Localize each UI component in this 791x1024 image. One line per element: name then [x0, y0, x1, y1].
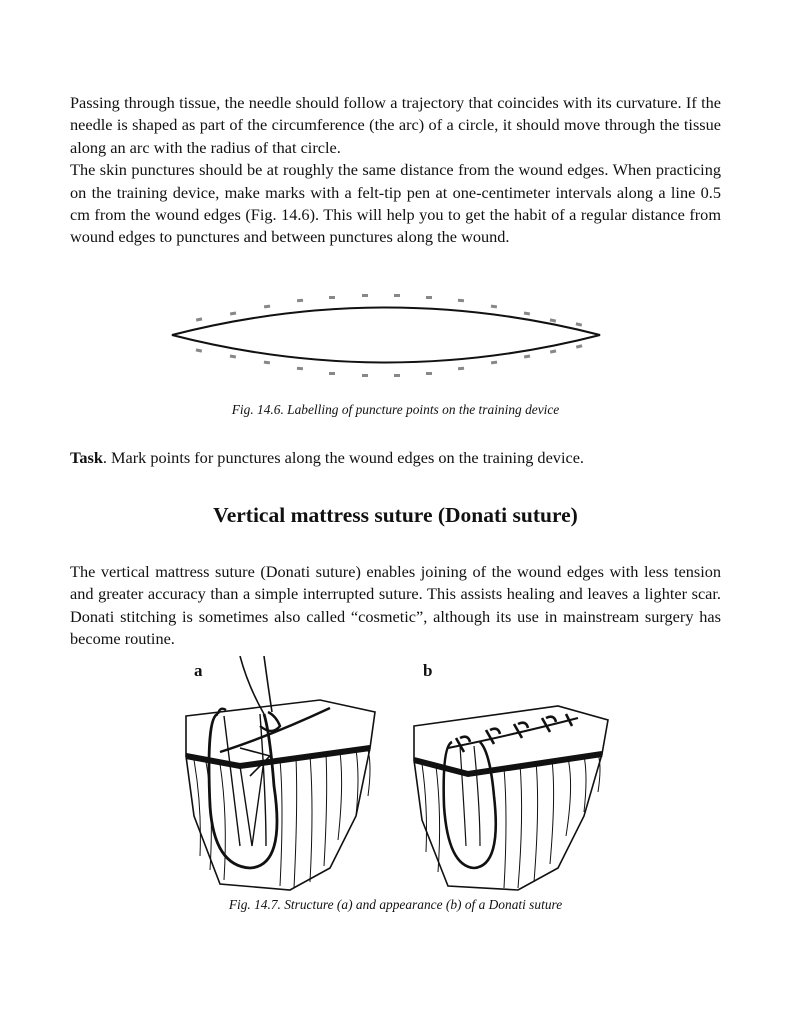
- illustration-structure-a: [186, 656, 375, 890]
- body-text: [70, 92, 721, 249]
- paragraph-donati: The vertical mattress suture (Donati suture) enables joining of the wound edges with less tension and greater accuracy than a simple interrupted suture. This assists healing and leaves a lighter scar. Donati stitching is sometimes also called “cosmetic”, although its use in mainstream surgery has become routine.: [70, 562, 721, 649]
- figure-wound-puncture-marks: [166, 288, 606, 382]
- paragraph-needle-trajectory: Passing through tissue, the needle should follow a trajectory that coincides with its curvature. If the needle is shaped as part of the circumference (the arc) of a circle, it should move through the tissue along an arc with the radius of that circle.: [70, 93, 721, 157]
- wound-outline: [172, 308, 600, 363]
- figure-14-7-caption: Fig. 14.7. Structure (a) and appearance (b) of a Donati suture: [228, 897, 563, 912]
- figure-donati-suture: [180, 656, 610, 892]
- task-label: Task: [70, 448, 103, 467]
- figure-label-b: b: [423, 661, 433, 680]
- task-text: . Mark points for punctures along the wound edges on the training device.: [102, 448, 584, 467]
- puncture-marks: [196, 294, 583, 377]
- figure-label-a: a: [194, 661, 203, 680]
- section-heading: Vertical mattress suture (Donati suture): [213, 503, 578, 527]
- task-line: [70, 448, 584, 468]
- paragraph-puncture-marks: The skin punctures should be at roughly the same distance from the wound edges. When practicing on the training device, make marks with a felt-tip pen at one-centimeter intervals along a line 0.5 cm from the wound edges (Fig. 14.6). This will help you to get the habit of a regular distance from wound edges to punctures and between punctures along the wound.: [70, 160, 721, 247]
- donati-description: [70, 561, 721, 651]
- figure-14-6-caption: Fig. 14.6. Labelling of puncture points on the training device: [231, 402, 560, 417]
- illustration-appearance-b: [414, 706, 608, 890]
